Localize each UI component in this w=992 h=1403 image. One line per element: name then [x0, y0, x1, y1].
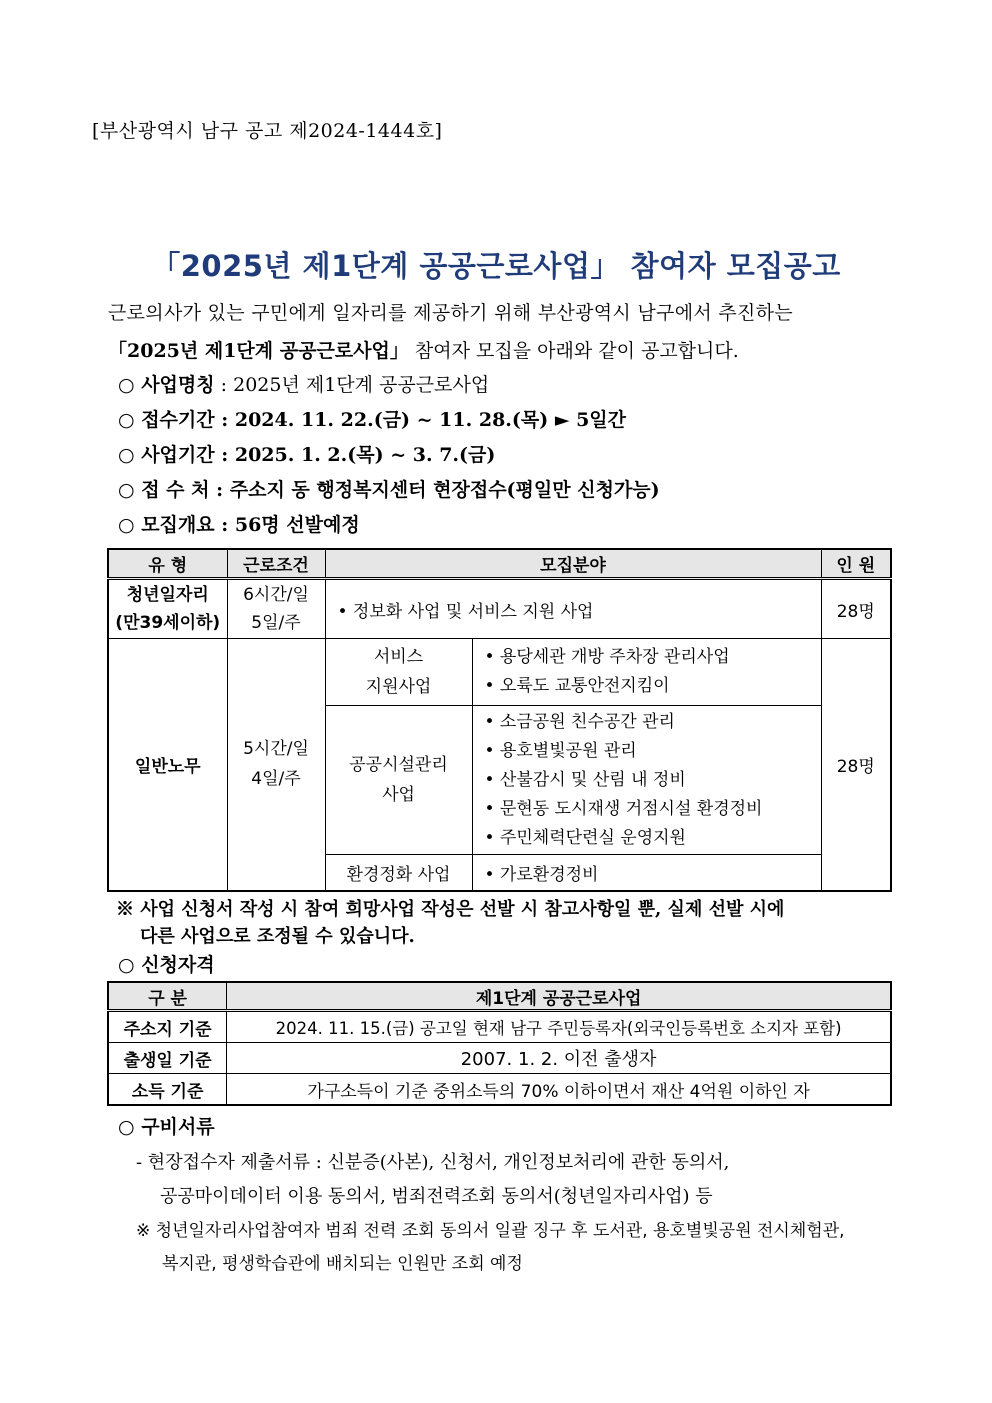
header-program: 제1단계 공공근로사업: [227, 982, 891, 1011]
youth-field: • 정보화 사업 및 서비스 지원 사업: [325, 579, 821, 639]
intro-project-name: 「2025년 제1단계 공공근로사업」: [108, 340, 409, 362]
note-selection-line-2: 다른 사업으로 조정될 수 있습니다.: [140, 926, 415, 947]
list-item: • 용당세관 개방 주차장 관리사업: [484, 647, 730, 667]
list-item: • 가로환경정비: [484, 864, 599, 885]
recruitment-table: [107, 548, 892, 892]
item-recruitment-overview: ○ 모집개요 : 56명 선발예정: [118, 514, 360, 536]
list-item: • 소금공원 친수공간 관리: [484, 711, 675, 732]
note-background-check-line-1: ※ 청년일자리사업참여자 범죄 전력 조회 동의서 일괄 징구 후 도서관, 용호별빛공원 전시체험관,: [136, 1221, 845, 1241]
documents-line-2: 공공마이데이터 이용 동의서, 범죄전력조회 동의서(청년일자리사업) 등: [160, 1186, 713, 1207]
row-value-birth: 2007. 1. 2. 이전 출생자: [227, 1043, 891, 1074]
header-type: 유 형: [108, 549, 227, 579]
section-eligibility: ○ 신청자격: [118, 954, 215, 976]
group-public-facility: 공공시설관리 사업: [325, 706, 472, 855]
list-item: • 산불감시 및 산림 내 정비: [484, 769, 686, 790]
item-project-period: ○ 사업기간 : 2025. 1. 2.(목) ~ 3. 7.(금): [118, 444, 496, 466]
group-service-support-items: [472, 639, 821, 706]
intro-line-1: 근로의사가 있는 구민에게 일자리를 제공하기 위해 부산광역시 남구에서 추진하는: [108, 302, 793, 324]
row-label-birth: 출생일 기준: [108, 1043, 227, 1074]
note-background-check-line-2: 복지관, 평생학습관에 배치되는 인원만 조회 예정: [162, 1254, 523, 1274]
general-count: 28명: [821, 639, 891, 891]
youth-type: 청년일자리 (만39세이하): [108, 579, 227, 639]
row-label-address: 주소지 기준: [108, 1011, 227, 1043]
eligibility-table: [107, 981, 892, 1106]
list-item: • 주민체력단련실 운영지원: [484, 827, 686, 848]
list-item: • 오륙도 교통안전지킴이: [484, 676, 670, 696]
header-field: 모집분야: [325, 549, 821, 579]
section-documents: ○ 구비서류: [118, 1116, 215, 1138]
documents-line-1: - 현장접수자 제출서류 : 신분증(사본), 신청서, 개인정보처리에 관한 동의서,: [136, 1152, 730, 1173]
header-count: 인 원: [821, 549, 891, 579]
list-item: • 용호별빛공원 관리: [484, 740, 637, 761]
item-project-name: ○ 사업명칭 : 2025년 제1단계 공공근로사업: [118, 374, 490, 396]
header-category: 구 분: [108, 982, 227, 1011]
youth-count: 28명: [821, 579, 891, 639]
intro-line-2-rest: 참여자 모집을 아래와 같이 공고합니다.: [408, 340, 739, 362]
note-selection-line-1: ※ 사업 신청서 작성 시 참여 희망사업 작성은 선발 시 참고사항일 뿐, 실제 선발 시에: [116, 899, 785, 920]
item-application-period: ○ 접수기간 : 2024. 11. 22.(금) ~ 11. 28.(목) ► 5일간: [118, 409, 627, 431]
general-type: 일반노무: [108, 639, 227, 891]
group-service-support: 서비스 지원사업: [325, 639, 472, 706]
row-label-income: 소득 기준: [108, 1074, 227, 1106]
group-environment: 환경정화 사업: [325, 855, 472, 891]
page-title: 「2025년 제1단계 공공근로사업」 참여자 모집공고: [151, 249, 841, 283]
notice-reference: [부산광역시 남구 공고 제2024-1444호]: [92, 120, 443, 142]
row-value-address: 2024. 11. 15.(금) 공고일 현재 남구 주민등록자(외국인등록번호 소지자 포함): [227, 1011, 891, 1043]
list-item: • 문현동 도시재생 거점시설 환경정비: [484, 798, 763, 819]
general-conditions: 5시간/일 4일/주: [227, 639, 325, 891]
row-value-income: 가구소득이 기준 중위소득의 70% 이하이면서 재산 4억원 이하인 자: [227, 1074, 891, 1106]
group-public-facility-items: [472, 706, 821, 855]
header-conditions: 근로조건: [227, 549, 325, 579]
intro-line-2: [108, 336, 898, 363]
item-application-office: ○ 접 수 처 : 주소지 동 행정복지센터 현장접수(평일만 신청가능): [118, 479, 660, 501]
group-environment-items: [472, 855, 821, 891]
youth-conditions: 6시간/일 5일/주: [227, 579, 325, 639]
